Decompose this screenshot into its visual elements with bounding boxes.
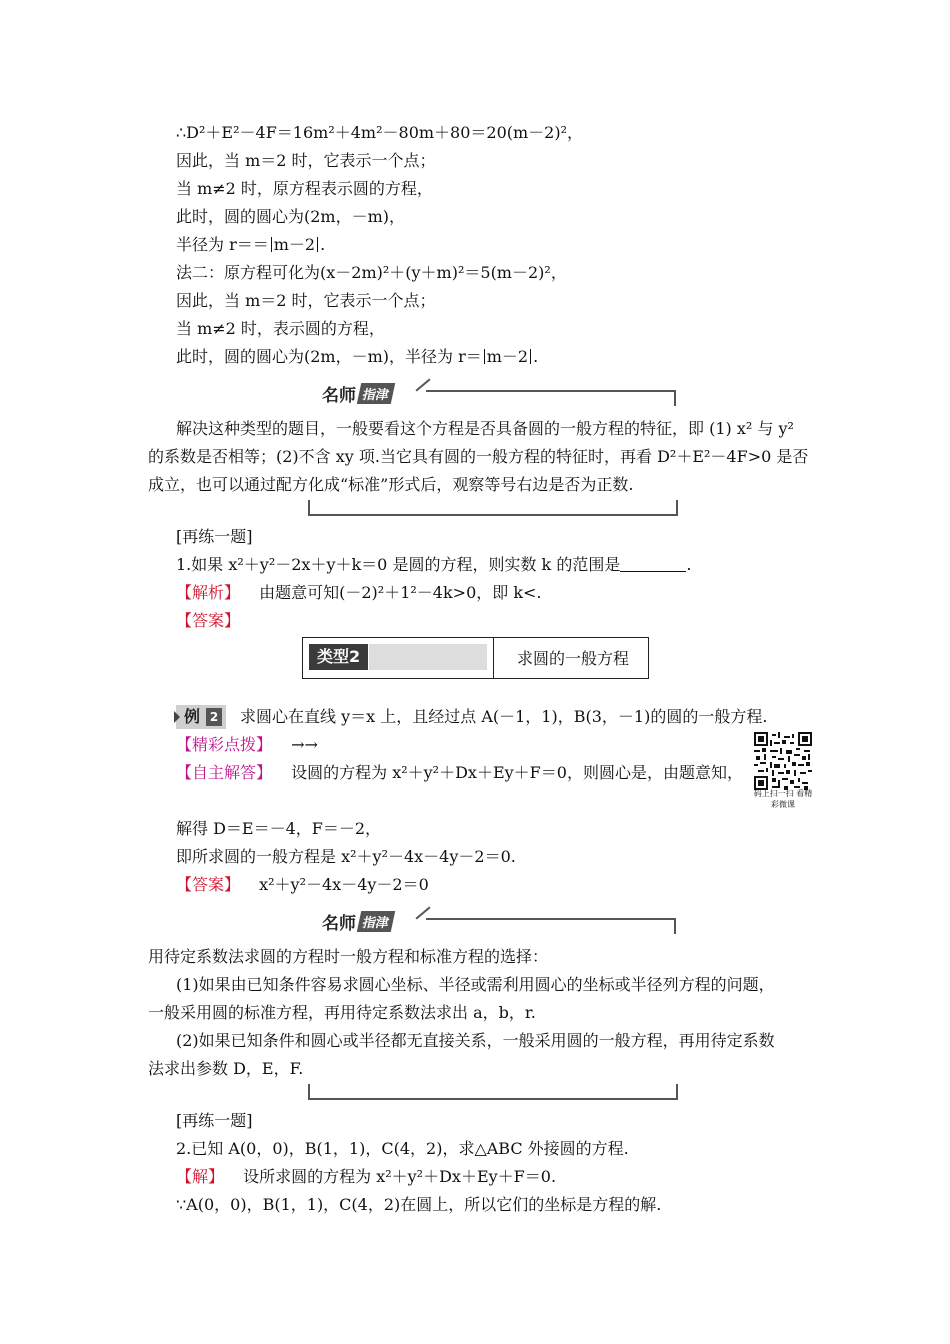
mentor-tip-banner-2 (322, 908, 676, 934)
tip1-line-2: 的系数是否相等；(2)不含 xy 项.当它具有圆的一般方程的特征时，再看 D²＋E²－4F>0 是否 (148, 447, 809, 466)
tip2-line-5: 法求出参数 D，E，F. (148, 1059, 304, 1078)
example2-dianbo (176, 734, 318, 756)
example2-question: 求圆心在直线 y＝x 上，且经过点 A(－1，1)，B(3，－1)的圆的一般方程. (240, 707, 768, 726)
triangle-icon (174, 711, 180, 723)
tip2-line-2: (1)如果由已知条件容易求圆心坐标、半径或需利用圆心的坐标或半径列方程的问题， (176, 975, 775, 994)
derivation-line-6: 法二：原方程可化为(x－2m)²＋(y＋m)²＝5(m－2)²， (176, 263, 567, 282)
practice1-header: [再练一题] (176, 527, 253, 546)
qr-caption: 码上扫一扫 看精彩微课 (753, 789, 813, 809)
tip2-line-1: 用待定系数法求圆的方程时一般方程和标准方程的选择： (148, 947, 549, 966)
mentor-tip-banner (322, 380, 676, 406)
example2-tag: 例 2 (176, 705, 226, 729)
practice2-jie (176, 1166, 556, 1188)
jiexi-text: 由题意可知(－2)²＋1²－4k>0，即 k<. (259, 583, 542, 602)
example2-answer (176, 874, 429, 896)
practice1-jiexi (176, 582, 542, 604)
tip1-bottom-bracket (308, 500, 678, 516)
example2-solve-1: 解得 D＝E＝－4，F＝－2， (176, 819, 382, 838)
jie-label: 【解】 (176, 1167, 225, 1186)
radius-prefix: 半径为 r＝＝ (176, 235, 269, 254)
radius-abs: m－2 (273, 235, 316, 254)
derivation-line-1: ∴D²＋E²－4F＝16m²＋4m²－80m＋80＝20(m－2)²， (176, 123, 584, 142)
zizhu-label: 【自主解答】 (176, 763, 273, 782)
mentor-tip-label: 名师 指津 (322, 380, 393, 406)
derivation-line-2: 因此，当 m＝2 时，它表示一个点； (176, 151, 436, 170)
practice2-header: [再练一题] (176, 1111, 253, 1130)
dianbo-label: 【精彩点拨】 (176, 735, 273, 754)
tip1-line-1: 解决这种类型的题目，一般要看这个方程是否具备圆的一般方程的特征，即 (1) x² 与 y² (176, 419, 794, 438)
derivation-line-4: 此时，圆的圆心为(2m，－m)， (176, 207, 406, 226)
derivation-line-3: 当 m≠2 时，原方程表示圆的方程， (176, 179, 433, 198)
tip2-line-4: (2)如果已知条件和圆心或半径都无直接关系，一般采用圆的一般方程，再用待定系数 (176, 1031, 775, 1050)
center-radius-text: 此时，圆的圆心为(2m，－m)，半径为 r＝ (176, 347, 482, 366)
qr-code-icon[interactable] (754, 732, 812, 790)
type2-label: 类型2 (309, 644, 368, 670)
tip2-line-3: 一般采用圆的标准方程，再用待定系数法求出 a，b，r. (148, 1003, 536, 1022)
derivation-line-9: 此时，圆的圆心为(2m，－m)，半径为 r＝ m－2 . (176, 347, 539, 366)
tip2-bottom-bracket (308, 1084, 678, 1100)
derivation-line-5: 半径为 r＝＝ m－2 . (176, 235, 326, 254)
mentor-tip-label-2: 名师 指津 (322, 908, 393, 934)
example2-answer-label: 【答案】 (176, 875, 241, 894)
derivation-line-7: 因此，当 m＝2 时，它表示一个点； (176, 291, 436, 310)
practice1-answer (176, 610, 240, 632)
example2-zizhu (176, 762, 743, 784)
tip1-line-3: 成立，也可以通过配方化成“标准”形式后，观察等号右边是否为正数. (148, 475, 634, 494)
practice2-question: 2.已知 A(0，0)，B(1，1)，C(4，2)，求△ABC 外接圆的方程. (176, 1139, 629, 1158)
zizhu-text: 设圆的方程为 x²＋y²＋Dx＋Ey＋F＝0，则圆心是，由题意知， (291, 763, 743, 782)
derivation-line-8: 当 m≠2 时，表示圆的方程， (176, 319, 385, 338)
jiexi-label: 【解析】 (176, 583, 241, 602)
type2-title: 求圆的一般方程 (517, 649, 630, 668)
practice2-line-2: ∵A(0，0)，B(1，1)，C(4，2)在圆上，所以它们的坐标是方程的解. (176, 1195, 662, 1214)
jie-text: 设所求圆的方程为 x²＋y²＋Dx＋Ey＋F＝0. (243, 1167, 557, 1186)
practice1-question: 1.如果 x²＋y²－2x＋y＋k＝0 是圆的方程，则实数 k 的范围是 . (176, 555, 692, 574)
example2-answer-text: x²＋y²－4x－4y－2＝0 (259, 875, 429, 894)
radius-abs-2: m－2 (486, 347, 529, 366)
answer-blank (620, 557, 686, 572)
example2-solve-2: 即所求圆的一般方程是 x²＋y²－4x－4y－2＝0. (176, 847, 516, 866)
answer-label: 【答案】 (176, 611, 241, 630)
type2-header (302, 637, 649, 679)
dianbo-text: →→ (291, 735, 318, 754)
